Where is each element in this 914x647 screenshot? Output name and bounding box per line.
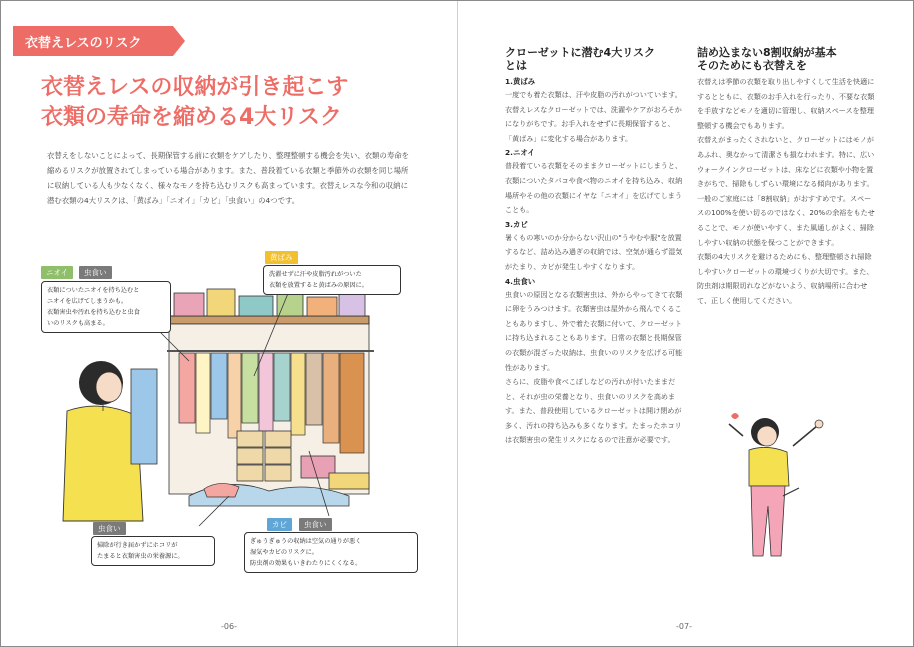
risk-heading-1: 1.黄ばみ	[505, 77, 536, 86]
closet-illustration	[39, 251, 423, 581]
intro-paragraph: 衣替えをしないことによって、長期保管する前に衣類をケアしたり、整理整頓する機会を失い、衣類の寿命を縮めるリスクが放置されてしまっている場合があります。また、普段着ている衣類と季節外の衣類を同じ場所に収納している人も少なくなく、様々なモノを持ち込むリスクも高まっています。衣替えレスな今和の収納に潜む衣類の4大リスクは、「黄ばみ」「ニオイ」「カビ」「虫食い」の4つです。	[47, 151, 409, 205]
risk-tag-kibami: 黄ばみ	[265, 251, 298, 264]
page-headline	[41, 73, 441, 133]
risk-heading-4: 4.虫食い	[505, 276, 536, 286]
page-number-left: -06-	[221, 622, 237, 631]
headline-line-1: 衣替えレスの収納が引き起こす	[41, 75, 349, 100]
headline-line-2: 衣類の寿命を縮める4大リスク	[41, 105, 342, 130]
section-ribbon	[13, 26, 185, 56]
storage-column-title: 詰め込まない8割収納が基本 そのためにも衣替えを	[697, 46, 837, 72]
risks-column	[505, 46, 683, 448]
girl-drawing	[723, 406, 833, 566]
risk-heading-2: 2.ニオイ	[505, 148, 535, 158]
risk-heading-3: 3.カビ	[505, 219, 528, 229]
risk-text-4: 虫食いの原因となる衣類害虫は、外からやってきて衣類に卵をうみつけます。衣類害虫は屋外から飛んでくることもありますし、外で着た衣類に付いて、クローゼットに持ち込まれることもあります。日常の衣類と長期保管の衣類が混ざった収納は、虫食いのリスクを広げる可能性があります。 さらに、皮脂や食べこぼしなどの汚れが付いたままだと、それが虫の栄養となり、虫食いのリスクを高めます。また、普段使用しているクローゼットは開け閉めが多く、汚れの持ち込みも多くなります。たまったホコリは衣類害虫の発生リスクになるので注意が必要です。	[505, 289, 683, 445]
callout-mushikui: 掃除が行き届かずにホコリが たまると衣類害虫の栄養源に。	[91, 536, 215, 566]
music-note-icon	[731, 413, 739, 419]
storage-column-text: 衣替えは季節の衣類を取り出しやすくして生活を快適にするとともに、衣類のお手入れを行ったり、不要な衣類を手放すなどモノを適切に管理し、収納スペースを整理整頓する機会でもあります。 衣替えがまったくされないと、クローゼットにはモノがあふれ、奥なかって清潔さも損なわれます。特に、広いウォークインクローゼットは、床などに衣類や小物を置きがちで、掃除もしずらい環境になる傾向があります。 一般のご家庭には「8割収納」がおすすめです。スペースの100%を使い切るのではなく、20%の余裕をもたせることで、モノが使いやすく、また風通しがよく、掃除しやすい収納の状態を保つことができます。 衣類の4大リスクを避けるためにも、整理整頓され掃除しやすいクローゼットの環境づくりが大切です。また、防虫剤は期限切れなどがないよう、収納場所に合わせて、正しく使用してください。	[697, 77, 875, 305]
risk-tag-nioi: ニオイ	[41, 266, 73, 279]
happy-girl-illustration	[723, 406, 833, 566]
risk-tag-mushikui: 虫食い	[79, 266, 112, 279]
callout-kabi: ぎゅうぎゅうの収納は空気の通りが悪く 湿気やカビのリスクに。 防虫剤の効果もいきわたりにくくなる。	[244, 532, 418, 573]
risk-text-3: 暑くもの寒いのか分からない沢山の"うやむや服"を放置するなど、詰め込み過ぎの収納では、空気が通らず湿気がたまり、カビが発生しやすくなります。	[505, 232, 683, 271]
risk-text-2: 普段着ている衣類をそのままクローゼットにしまうと、衣類についたタバコや食べ物のニオイを持ち込み、収納場所やその他の衣類にイヤな「ニオイ」を広げてしまうことも。	[505, 161, 683, 215]
risks-column-title: クローゼットに潜む4大リスク とは	[505, 46, 655, 72]
callout-nioi: 衣類についたニオイを持ち込むと ニオイを広げてしまうかも。 衣類害虫や汚れを持ち込むと虫食 いのリスクも高まる。	[41, 281, 171, 333]
risk-tag-kabi: カビ	[267, 518, 292, 531]
left-page	[1, 1, 457, 646]
risk-tag-mushikui-bottom: 虫食い	[93, 522, 126, 535]
storage-column	[697, 46, 875, 309]
page-number-right: -07-	[676, 622, 692, 631]
callout-kibami: 洗濯せずに汗や皮脂汚れがついた 衣類を放置すると黄ばみの原因に。	[263, 265, 401, 295]
right-page	[458, 1, 913, 646]
ribbon-label: 衣替えレスのリスク	[25, 36, 142, 51]
risk-text-1: 一度でも着た衣類は、汗や皮脂の汚れがついています。衣替えレスなクローゼットでは、洗濯やケアがおろそかになりがちです。お手入れをせずに長期保管すると、「黄ばみ」に変化する場合があります。	[505, 90, 682, 143]
risk-tag-mushikui-right: 虫食い	[299, 518, 332, 531]
